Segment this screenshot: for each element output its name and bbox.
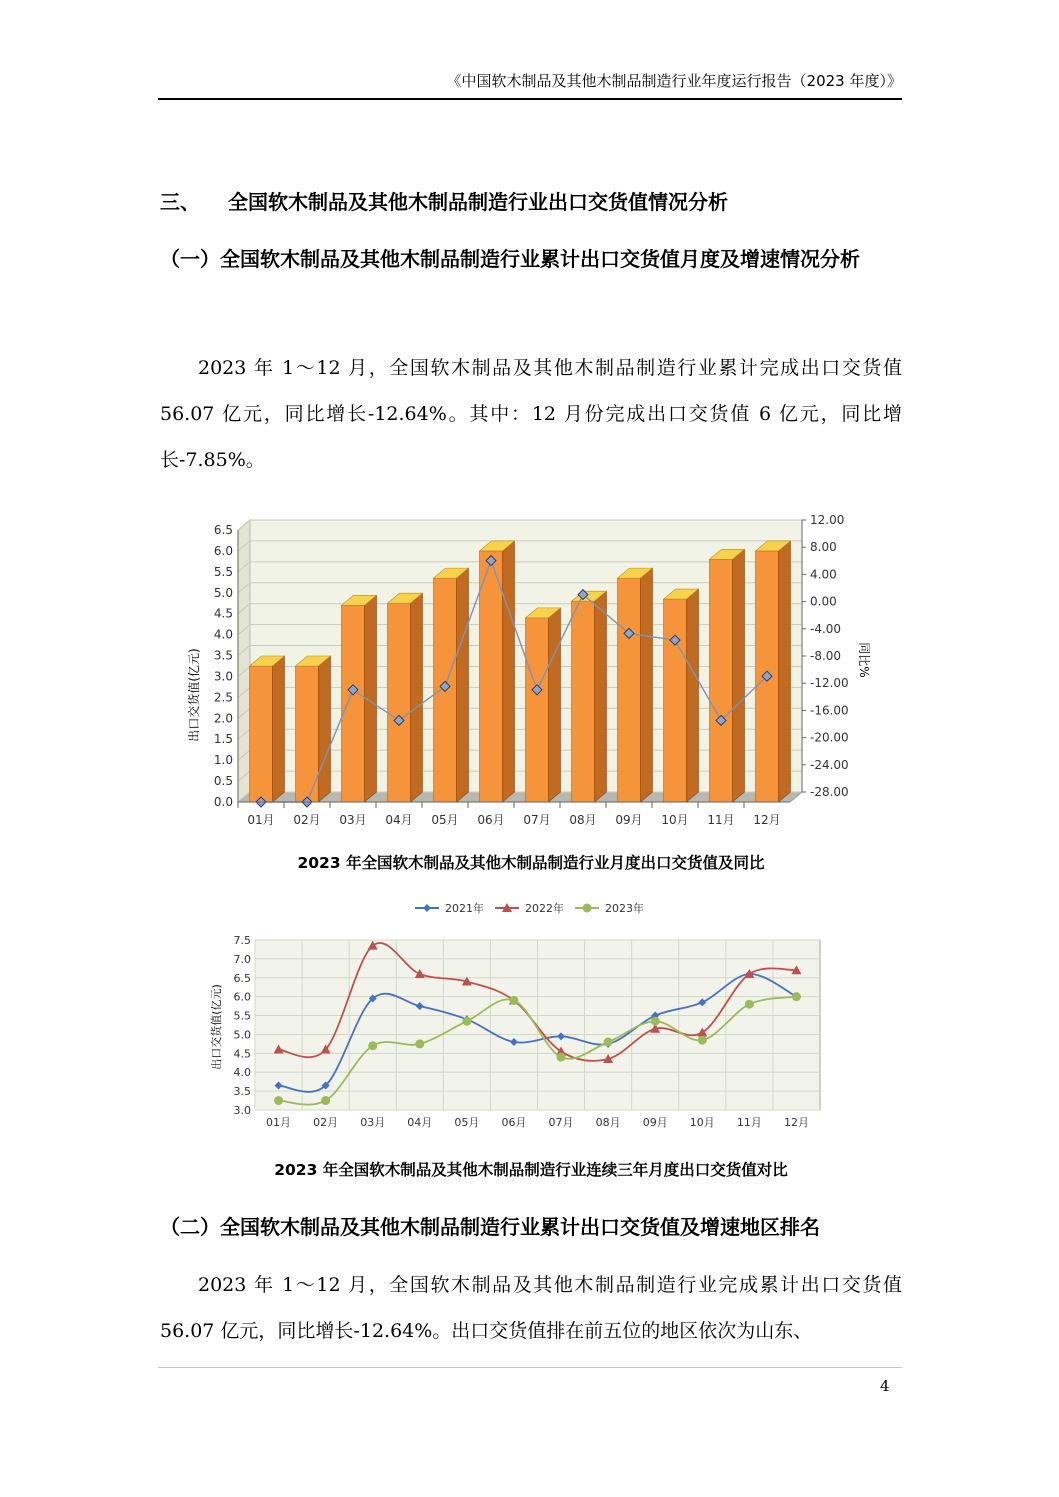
section-number: 三、 xyxy=(160,190,200,214)
chart2-caption: 2023 年全国软木制品及其他木制品制造行业连续三年月度出口交货值对比 xyxy=(274,1161,788,1179)
paragraph-2: 2023 年 1～12 月，全国软木制品及其他木制品制造行业完成累计出口交货值 56.07 亿元，同比增长-12.64%。出口交货值排在前五位的地区依次为山东、 xyxy=(160,1274,902,1342)
chart1-bar-side xyxy=(549,608,561,802)
chart1-y-tick-label: 5.0 xyxy=(213,585,233,600)
chart2-y-tick-label: 5.0 xyxy=(233,1028,251,1042)
chart1-y2-tick-label: 12.00 xyxy=(810,513,845,527)
chart1-x-tick-label: 09月 xyxy=(615,813,643,827)
chart1-y2-tick-label: 8.00 xyxy=(810,540,837,555)
chart1-y2-tick-label: -20.00 xyxy=(810,730,849,745)
chart2-x-tick-label: 08月 xyxy=(595,1116,621,1129)
chart1-bar-side xyxy=(411,593,423,802)
chart1-x-tick-label: 08月 xyxy=(569,813,597,827)
chart1-y-axis-label: 出口交货值(亿元) xyxy=(187,648,201,742)
chart1-y-tick-label: 1.0 xyxy=(213,753,233,768)
chart1-y2-tick-label: -28.00 xyxy=(810,785,849,799)
chart2-x-tick-label: 12月 xyxy=(783,1116,809,1129)
chart2-legend-marker xyxy=(423,904,431,912)
chart1-bar-side xyxy=(733,549,745,802)
chart1-bar xyxy=(664,599,687,802)
chart1-y-tick-label: 6.5 xyxy=(213,523,233,537)
chart1-bar xyxy=(250,666,273,802)
page-number: 4 xyxy=(880,1377,890,1395)
chart1-y2-axis-label: 同比% xyxy=(857,642,871,678)
chart2-point xyxy=(745,1000,754,1009)
chart2-point xyxy=(321,1096,330,1105)
chart1-side-wall xyxy=(238,520,250,802)
chart1-x-tick-label: 12月 xyxy=(753,813,781,827)
chart1-y2-tick-label: 0.00 xyxy=(810,594,837,609)
chart2-point xyxy=(509,996,518,1005)
subsection-heading-1: （一）全国软木制品及其他木制品制造行业累计出口交货值月度及增速情况分析 xyxy=(160,247,860,271)
chart1-y-tick-label: 2.0 xyxy=(213,711,233,726)
chart1-y-tick-label: 6.0 xyxy=(213,543,233,558)
chart2-point xyxy=(415,1039,424,1048)
chart2-point xyxy=(462,1017,471,1026)
chart1-x-tick-label: 11月 xyxy=(707,813,735,827)
chart2-legend-label: 2022年 xyxy=(525,902,564,915)
chart2-point xyxy=(698,1036,707,1045)
chart1-bar-side xyxy=(319,656,331,802)
chart1-x-tick-label: 06月 xyxy=(477,813,505,827)
chart2-x-tick-label: 09月 xyxy=(642,1116,668,1129)
chart2-point xyxy=(557,1053,566,1062)
chart1-bar xyxy=(480,551,503,802)
chart1-y2-tick-label: -4.00 xyxy=(810,621,842,636)
chart1-caption: 2023 年全国软木制品及其他木制品制造行业月度出口交货值及同比 xyxy=(297,854,765,872)
chart1-bar xyxy=(572,601,595,802)
chart2-point xyxy=(651,1017,660,1026)
chart2-x-tick-label: 10月 xyxy=(689,1116,715,1129)
chart1-y2-tick-label: -16.00 xyxy=(810,703,849,718)
footer-rule xyxy=(158,1367,902,1368)
chart1-bar xyxy=(342,605,365,802)
chart1-y-tick-label: 0.5 xyxy=(213,774,233,789)
chart1-x-tick-label: 03月 xyxy=(339,813,367,827)
chart1-x-tick-label: 01月 xyxy=(247,813,275,827)
three-year-comparison-chart xyxy=(200,892,840,1142)
paragraph-1: 2023 年 1～12 月，全国软木制品及其他木制品制造行业累计完成出口交货值 56.07 亿元，同比增长-12.64%。其中：12 月份完成出口交货值 6 亿元，同比增长-7.85%。 xyxy=(160,357,902,471)
chart2-x-tick-label: 07月 xyxy=(548,1116,574,1129)
chart2-y-axis-label: 出口交货值(亿元) xyxy=(210,984,223,1070)
chart1-y-tick-label: 0.0 xyxy=(213,795,233,809)
chart1-y-tick-label: 4.0 xyxy=(213,627,233,642)
chart1-bar-side xyxy=(687,589,699,802)
chart1-y2-tick-label: -12.00 xyxy=(810,676,849,691)
chart2-x-tick-label: 03月 xyxy=(360,1116,386,1129)
chart1-bar xyxy=(526,618,549,802)
chart2-y-tick-label: 3.5 xyxy=(233,1085,251,1099)
chart1-bar-side xyxy=(273,656,285,802)
chart1-y-tick-label: 3.5 xyxy=(213,648,233,663)
chart1-bar xyxy=(618,578,641,802)
chart1-y-tick-label: 5.5 xyxy=(213,564,233,579)
chart1-y2-tick-label: -24.00 xyxy=(810,757,849,772)
chart1-bar xyxy=(388,603,411,802)
section-heading xyxy=(160,186,728,215)
chart1-x-tick-label: 02月 xyxy=(293,813,321,827)
chart1-x-tick-label: 05月 xyxy=(431,813,459,827)
chart1-x-tick-label: 10月 xyxy=(661,813,689,827)
chart2-legend-label: 2021年 xyxy=(445,902,484,915)
chart2-point xyxy=(604,1038,613,1047)
monthly-export-chart xyxy=(160,510,880,840)
chart2-x-tick-label: 06月 xyxy=(501,1116,527,1129)
chart2-y-tick-label: 6.0 xyxy=(233,990,251,1004)
chart2-legend-marker xyxy=(583,904,592,913)
chart1-bar-side xyxy=(641,568,653,802)
chart2-x-tick-label: 05月 xyxy=(454,1116,480,1129)
header-rule xyxy=(158,98,902,100)
chart2-point xyxy=(792,992,801,1001)
chart2-point xyxy=(368,1041,377,1050)
chart1-x-tick-label: 07月 xyxy=(523,813,551,827)
chart2-legend-label: 2023年 xyxy=(605,902,644,915)
chart2-y-tick-label: 4.5 xyxy=(233,1047,251,1061)
chart2-y-tick-label: 6.5 xyxy=(233,971,251,985)
section-title: 全国软木制品及其他木制品制造行业出口交货值情况分析 xyxy=(228,190,728,214)
chart1-bar-side xyxy=(503,541,515,802)
chart2-x-tick-label: 02月 xyxy=(313,1116,339,1129)
chart1-y2-tick-label: 4.00 xyxy=(810,567,837,582)
chart1-y-tick-label: 3.0 xyxy=(213,669,233,684)
chart1-bar xyxy=(710,559,733,802)
chart2-y-tick-label: 5.5 xyxy=(233,1009,251,1023)
subsection-heading-2: （二）全国软木制品及其他木制品制造行业累计出口交货值及增速地区排名 xyxy=(160,1215,820,1239)
running-header: 《中国软木制品及其他木制品制造行业年度运行报告（2023 年度）》 xyxy=(446,72,902,90)
chart1-bar-side xyxy=(779,541,791,802)
chart2-x-tick-label: 04月 xyxy=(407,1116,433,1129)
chart1-bar-side xyxy=(457,568,469,802)
chart1-y2-tick-label: -8.00 xyxy=(810,649,842,663)
chart1-bar-side xyxy=(595,591,607,802)
chart1-y-tick-label: 2.5 xyxy=(213,690,233,705)
chart2-y-tick-label: 7.0 xyxy=(233,952,251,966)
chart2-y-tick-label: 3.0 xyxy=(233,1104,251,1117)
chart1-y-tick-label: 1.5 xyxy=(213,732,233,747)
chart2-legend xyxy=(415,901,644,915)
chart1-x-tick-label: 04月 xyxy=(385,813,413,827)
chart2-x-tick-label: 01月 xyxy=(266,1116,292,1129)
chart2-y-tick-label: 7.5 xyxy=(233,934,251,947)
chart2-y-tick-label: 4.0 xyxy=(233,1066,251,1080)
chart2-x-tick-label: 11月 xyxy=(736,1116,762,1129)
chart1-y-tick-label: 4.5 xyxy=(213,606,233,621)
chart2-point xyxy=(274,1096,283,1105)
